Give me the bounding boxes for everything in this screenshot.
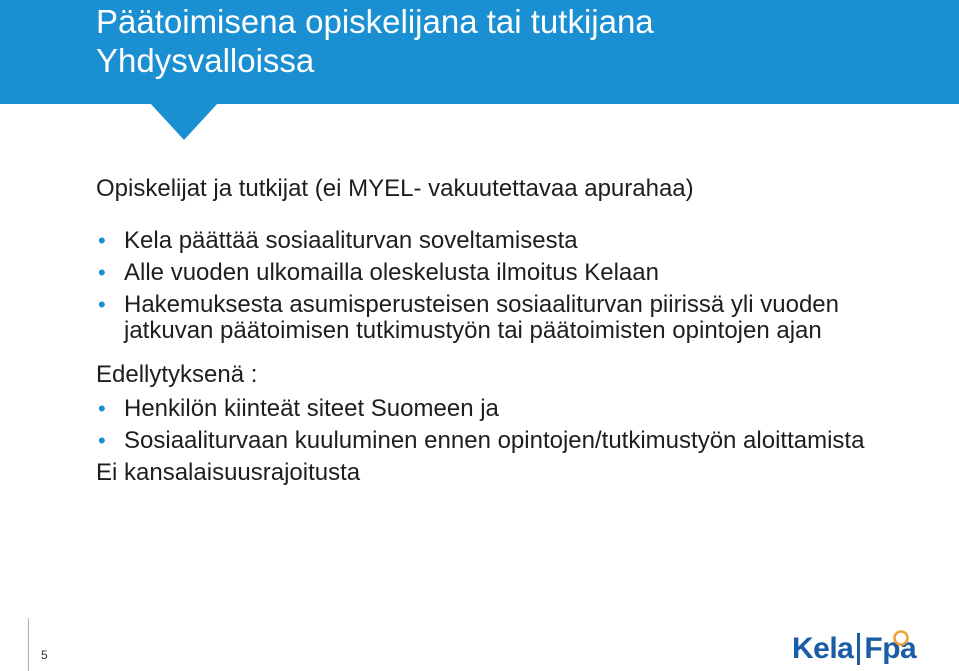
bullet-dot-icon: • <box>98 396 106 421</box>
slide-title <box>96 2 916 80</box>
main-bullet-list <box>96 228 916 344</box>
list-item-text: Hakemuksesta asumisperusteisen sosiaaliturvan piirissä yli vuoden jatkuvan päätoimisen tutkimustyön tai päätoimisten opintojen ajan <box>124 291 839 344</box>
intro-text: Opiskelijat ja tutkijat (ei MYEL- vakuutettavaa apurahaa) <box>96 175 694 202</box>
footer-divider <box>28 618 29 671</box>
slide-content <box>96 176 916 486</box>
slide-title-line-1: Päätoimisena opiskelijana tai tutkijana <box>96 3 654 40</box>
list-item <box>96 396 916 422</box>
bullet-dot-icon: • <box>98 292 106 317</box>
bullet-dot-icon: • <box>98 260 106 285</box>
logo-text-fpa: Fpa <box>864 632 917 665</box>
logo-divider <box>857 633 860 665</box>
list-item-text: Henkilön kiinteät siteet Suomeen ja <box>124 395 499 422</box>
bullet-dot-icon: • <box>98 228 106 253</box>
list-item <box>96 428 916 454</box>
page-number: 5 <box>41 648 48 662</box>
list-item-text: Kela päättää sosiaaliturvan soveltamisesta <box>124 227 578 254</box>
conditions-heading: Edellytyksenä : <box>96 361 258 388</box>
bullet-dot-icon: • <box>98 428 106 453</box>
list-item-text: Sosiaaliturvaan kuuluminen ennen opintojen/tutkimustyön aloittamista <box>124 427 865 454</box>
list-item-text: Alle vuoden ulkomailla oleskelusta ilmoitus Kelaan <box>124 259 659 286</box>
conditions-bullet-list <box>96 396 916 454</box>
list-item <box>96 228 916 254</box>
closing-text: Ei kansalaisuusrajoitusta <box>96 459 361 486</box>
logo-text-kela: Kela <box>792 632 854 665</box>
kela-mark-icon <box>893 630 909 646</box>
list-item <box>96 292 916 344</box>
slide-title-line-2: Yhdysvalloissa <box>96 42 315 79</box>
list-item <box>96 260 916 286</box>
